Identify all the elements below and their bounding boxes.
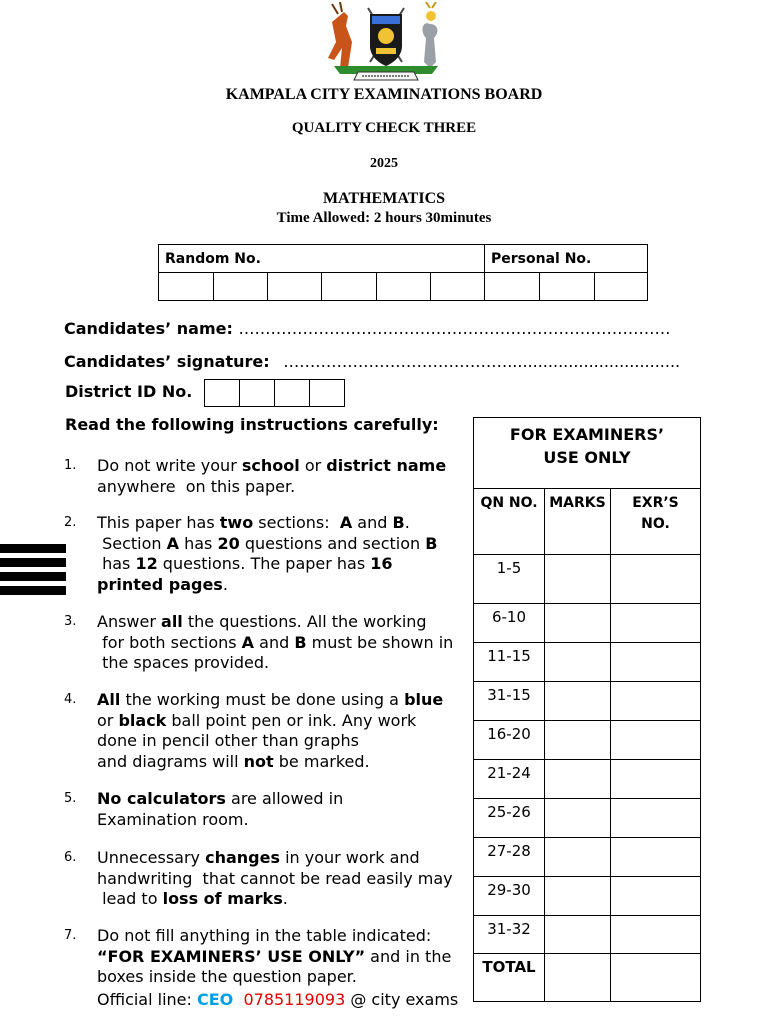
marks-cell[interactable] xyxy=(545,682,611,721)
instruction-text: No calculators are allowed in Examination room. xyxy=(97,789,344,829)
official-line-suffix: @ city exams xyxy=(345,990,459,1009)
marks-cell[interactable] xyxy=(545,721,611,760)
ceo-label: CEO xyxy=(197,990,234,1009)
alignment-bar xyxy=(0,572,66,581)
district-id-box[interactable] xyxy=(275,380,310,407)
random-number-box[interactable] xyxy=(322,273,377,301)
table-row xyxy=(474,916,701,954)
district-id-box[interactable] xyxy=(205,380,240,407)
instruction-number: 1. xyxy=(64,458,77,473)
question-range: 27-28 xyxy=(474,838,545,877)
instruction-text: Do not fill anything in the table indicated: “FOR EXAMINERS’ USE ONLY” and in the boxes inside the question paper. xyxy=(97,926,452,986)
district-id-box[interactable] xyxy=(310,380,345,407)
examiner-cell[interactable] xyxy=(611,604,701,643)
alignment-bar xyxy=(0,544,66,553)
district-id-label: District ID No. xyxy=(65,382,193,401)
instruction-text: Do not write your school or district name anywhere on this paper. xyxy=(97,456,447,496)
question-range: 29-30 xyxy=(474,877,545,916)
candidate-signature-field[interactable] xyxy=(64,352,680,371)
question-range: 16-20 xyxy=(474,721,545,760)
exr-header-line1: EXR’S xyxy=(632,495,679,511)
examiners-table xyxy=(473,417,701,1002)
table-row xyxy=(474,877,701,916)
exr-header-line2: NO. xyxy=(641,516,670,532)
examiners-title-line2: USE ONLY xyxy=(543,448,631,467)
table-row xyxy=(474,799,701,838)
personal-number-box[interactable] xyxy=(540,273,595,301)
instruction-text: All the working must be done using a blue or black ball point pen or ink. Any work done in pencil other than graphs and diagrams will not be marked. xyxy=(97,690,444,771)
exam-title: QUALITY CHECK THREE xyxy=(291,120,477,136)
random-number-box[interactable] xyxy=(268,273,322,301)
examiner-cell[interactable] xyxy=(611,799,701,838)
examiner-cell[interactable] xyxy=(611,643,701,682)
candidate-name-label: Candidates’ name: xyxy=(64,319,233,338)
total-row xyxy=(474,954,701,1002)
marks-cell[interactable] xyxy=(545,838,611,877)
marks-cell[interactable] xyxy=(545,877,611,916)
table-row xyxy=(474,721,701,760)
official-line xyxy=(97,990,458,1009)
examiner-cell[interactable] xyxy=(611,877,701,916)
question-range: 21-24 xyxy=(474,760,545,799)
random-number-box[interactable] xyxy=(377,273,431,301)
district-id-boxes xyxy=(204,379,345,407)
instruction-text: Unnecessary changes in your work and handwriting that cannot be read easily may lead to loss of marks. xyxy=(97,848,453,908)
candidate-signature-line: …………………………………….................................. xyxy=(283,352,681,371)
marks-cell[interactable] xyxy=(545,916,611,954)
alignment-bar xyxy=(0,586,66,595)
question-range: 31-32 xyxy=(474,916,545,954)
candidate-number-table xyxy=(158,244,648,301)
alignment-bar xyxy=(0,558,66,567)
table-row xyxy=(474,604,701,643)
examiner-cell[interactable] xyxy=(611,555,701,604)
alignment-bars xyxy=(0,544,66,600)
candidate-signature-label: Candidates’ signature: xyxy=(64,352,270,371)
question-range: 6-10 xyxy=(474,604,545,643)
question-range: 25-26 xyxy=(474,799,545,838)
random-number-box[interactable] xyxy=(159,273,214,301)
random-number-label: Random No. xyxy=(159,245,485,273)
time-allowed: Time Allowed: 2 hours 30minutes xyxy=(276,210,492,226)
official-line-prefix: Official line: xyxy=(97,990,197,1009)
marks-cell[interactable] xyxy=(545,799,611,838)
question-range: 1-5 xyxy=(474,555,545,604)
examiner-cell[interactable] xyxy=(611,760,701,799)
random-number-box[interactable] xyxy=(214,273,268,301)
examiner-cell[interactable] xyxy=(611,682,701,721)
coat-of-arms-emblem xyxy=(318,2,454,82)
instruction-number: 6. xyxy=(64,850,77,865)
question-range: 31-15 xyxy=(474,682,545,721)
subject-title: MATHEMATICS xyxy=(322,190,446,207)
table-row xyxy=(474,682,701,721)
marks-header: MARKS xyxy=(545,489,611,555)
marks-cell[interactable] xyxy=(545,555,611,604)
personal-number-box[interactable] xyxy=(595,273,648,301)
examiner-cell[interactable] xyxy=(611,916,701,954)
exr-no-header xyxy=(611,489,701,555)
instruction-number: 4. xyxy=(64,692,77,707)
examiners-table-title xyxy=(474,418,701,489)
instruction-number: 5. xyxy=(64,791,77,806)
marks-cell[interactable] xyxy=(545,604,611,643)
marks-cell[interactable] xyxy=(545,760,611,799)
total-examiner-cell[interactable] xyxy=(611,954,701,1002)
candidate-name-field[interactable] xyxy=(64,319,670,338)
phone-number[interactable]: 0785119093 xyxy=(243,990,346,1009)
examiner-cell[interactable] xyxy=(611,838,701,877)
marks-cell[interactable] xyxy=(545,643,611,682)
board-name: KAMPALA CITY EXAMINATIONS BOARD xyxy=(225,86,543,103)
instruction-text: This paper has two sections: A and B. Section A has 20 questions and section B has 12 questions. The paper has 16 printed pages. xyxy=(97,513,438,594)
examiner-cell[interactable] xyxy=(611,721,701,760)
question-range: 11-15 xyxy=(474,643,545,682)
exam-year: 2025 xyxy=(370,156,398,171)
instruction-number: 3. xyxy=(64,614,77,629)
qn-no-header: QN NO. xyxy=(474,489,545,555)
instruction-number: 7. xyxy=(64,928,77,943)
candidate-name-line: ……………………………………………………………………… xyxy=(238,319,671,338)
table-row xyxy=(474,643,701,682)
instructions-heading: Read the following instructions carefully: xyxy=(65,415,439,434)
table-row xyxy=(474,760,701,799)
personal-number-label: Personal No. xyxy=(485,245,648,273)
random-number-box[interactable] xyxy=(431,273,485,301)
total-marks-cell[interactable] xyxy=(545,954,611,1002)
examiners-title-line1: FOR EXAMINERS’ xyxy=(509,425,665,444)
personal-number-box[interactable] xyxy=(485,273,540,301)
instruction-text: Answer all the questions. All the working for both sections A and B must be shown in the spaces provided. xyxy=(97,612,454,672)
district-id-box[interactable] xyxy=(240,380,275,407)
table-row xyxy=(474,555,701,604)
total-label: TOTAL xyxy=(474,954,545,1002)
table-row xyxy=(474,838,701,877)
instruction-number: 2. xyxy=(64,515,77,530)
